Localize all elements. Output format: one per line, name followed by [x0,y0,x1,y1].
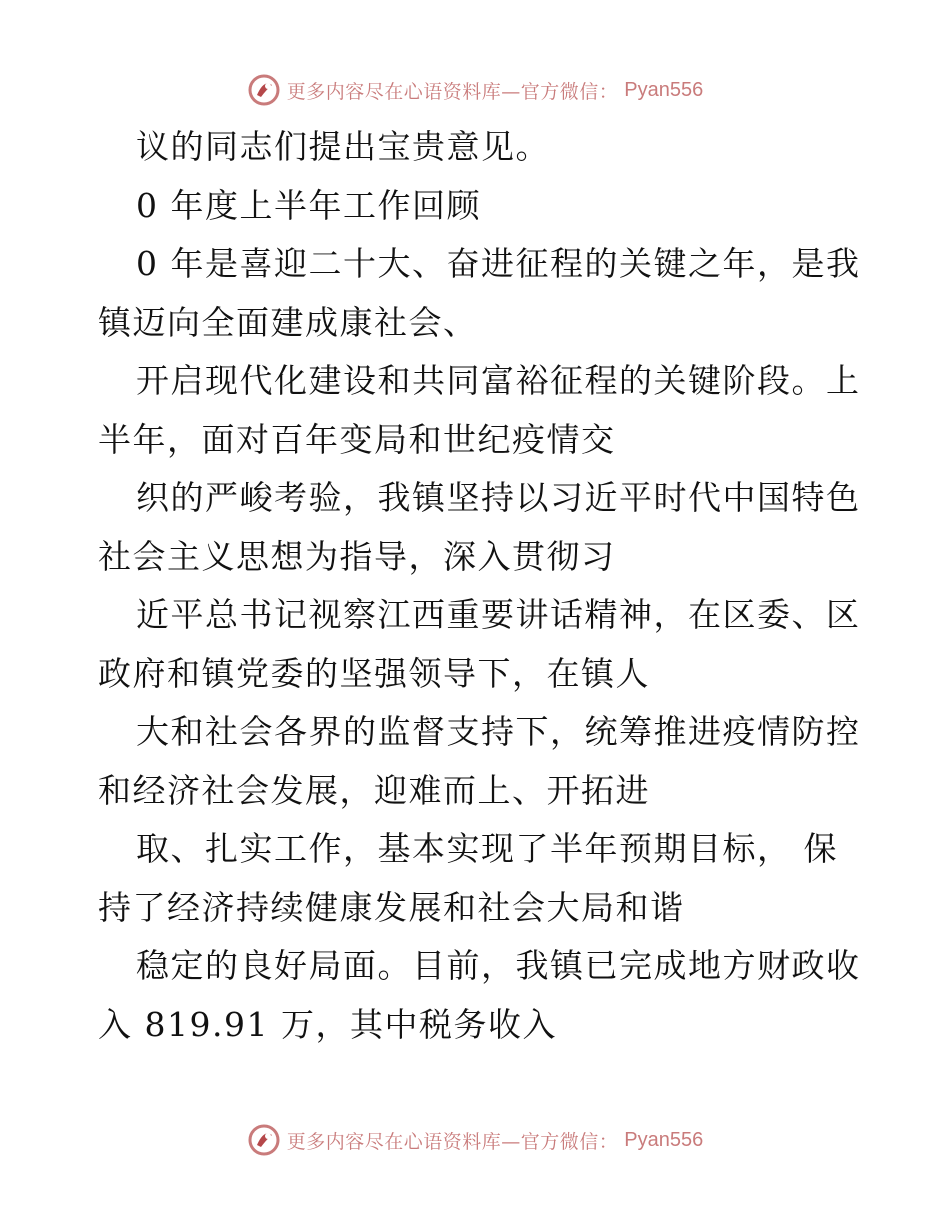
text-line: 和经济社会发展，迎难而上、开拓进 [98,770,650,810]
footer-banner [0,1120,950,1160]
header-banner [0,70,950,110]
text-line: 0 年是喜迎二十大、奋进征程的关键之年，是我 [136,244,861,283]
document-body [98,118,861,1054]
text-line: 议的同志们提出宝贵意见。 [136,127,550,166]
text-line: 半年，面对百年变局和世纪疫情交 [98,419,616,459]
text-line: 持了经济持续健康发展和社会大局和谐 [98,887,685,927]
banner-text: 更多内容尽在心语资料库—官方微信： [286,1130,619,1153]
text-line: 织的严峻考验，我镇坚持以习近平时代中国特色 [136,478,861,517]
text-line: 大和社会各界的监督支持下，统筹推进疫情防控 [136,712,861,751]
flower-logo-icon [247,1123,281,1157]
flower-logo-icon [247,73,281,107]
banner-wechat-id: Pyan556 [624,78,704,101]
text-line: 镇迈向全面建成康社会、 [98,302,478,342]
text-line: 社会主义思想为指导，深入贯彻习 [98,536,616,576]
banner-wechat-id: Pyan556 [624,1128,704,1151]
text-line: 政府和镇党委的坚强领导下，在镇人 [98,653,650,693]
text-line: 取、扎实工作，基本实现了半年预期目标， 保 [136,829,838,868]
text-line: 入 819.91 万，其中税务收入 [98,1004,557,1044]
text-line: 近平总书记视察江西重要讲话精神，在区委、区 [136,595,861,634]
text-line: 0 年度上半年工作回顾 [136,185,481,225]
text-line: 稳定的良好局面。目前，我镇已完成地方财政收 [136,946,861,985]
banner-text: 更多内容尽在心语资料库—官方微信： [286,80,619,103]
text-line: 开启现代化建设和共同富裕征程的关键阶段。上 [136,361,861,400]
